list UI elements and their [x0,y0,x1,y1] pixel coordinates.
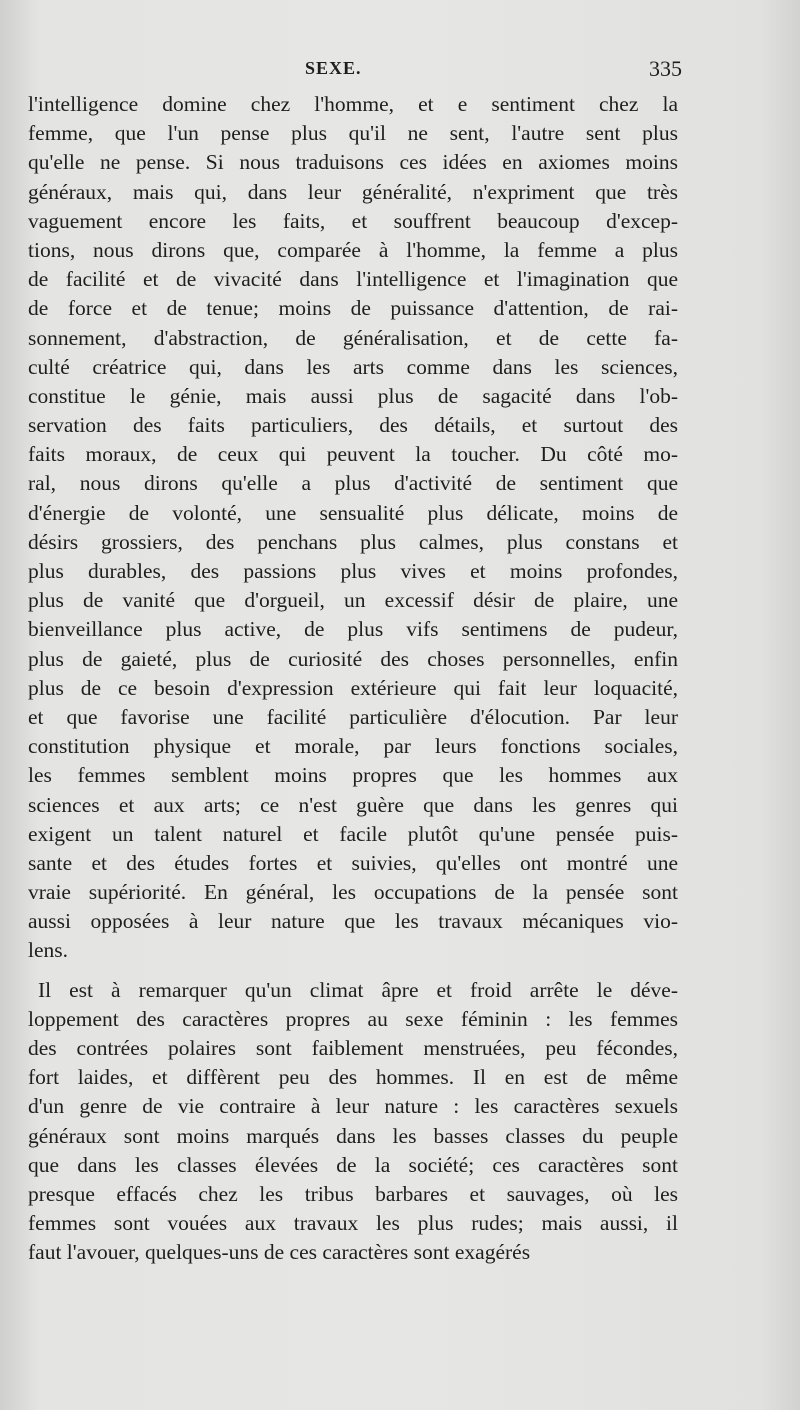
text-line: sante et des études fortes et suivies, qu'elles ont montré une [28,850,678,875]
text-line: désirs grossiers, des penchans plus calmes, plus constans et [28,529,678,554]
page-header [0,58,800,88]
text-line: plus durables, des passions plus vives et moins profondes, [28,559,678,583]
text-line: presque effacés chez les tribus barbares et sauvages, où les [28,1181,678,1206]
text-line: plus de vanité que d'orgueil, un excessif désir de plaire, une [28,588,678,613]
text-line: Il est à remarquer qu'un climat âpre et froid arrête le déve- [38,977,678,1002]
text-line: constitue le génie, mais aussi plus de sagacité dans l'ob- [28,383,678,408]
text-line: servation des faits particuliers, des détails, et surtout des [28,413,678,438]
text-line: qu'elle ne pense. Si nous traduisons ces idées en axiomes moins [28,150,678,175]
text-line: de facilité et de vivacité dans l'intelligence et l'imagination que [28,267,678,292]
text-line: faits moraux, de ceux qui peuvent la toucher. Du côté mo- [28,442,678,467]
text-line: tions, nous dirons que, comparée à l'homme, la femme a plus [28,237,678,262]
text-line: aussi opposées à leur nature que les travaux mécaniques vio- [28,909,678,934]
text-line: exigent un talent naturel et facile plutôt qu'une pensée puis- [28,821,678,846]
text-line: vaguement encore les faits, et souffrent beaucoup d'excep- [28,208,678,233]
paragraph [28,90,678,966]
text-line: d'un genre de vie contraire à leur nature : les caractères sexuels [28,1094,678,1119]
text-line: l'intelligence domine chez l'homme, et e sentiment chez la [28,92,678,116]
text-line: plus de gaieté, plus de curiosité des choses personnelles, enfin [28,646,678,671]
page-number: 335 [649,56,682,81]
text-line: les femmes semblent moins propres que les hommes aux [28,763,678,788]
text-line: plus de ce besoin d'expression extérieure qui fait leur loquacité, [28,675,678,700]
running-head: SEXE. [305,58,362,78]
text-line: ral, nous dirons qu'elle a plus d'activité de sentiment que [28,471,678,496]
text-line: culté créatrice qui, dans les arts comme dans les sciences, [28,354,678,379]
text-line: femme, que l'un pense plus qu'il ne sent, l'autre sent plus [28,121,678,146]
text-line: constitution physique et morale, par leurs fonctions sociales, [28,734,678,759]
text-line: généraux, mais qui, dans leur généralité, n'expriment que très [28,179,678,204]
paragraph [28,976,678,1268]
text-line: bienveillance plus active, de plus vifs sentimens de pudeur, [28,617,678,642]
text-line: généraux sont moins marqués dans les basses classes du peuple [28,1123,678,1148]
text-line: et que favorise une facilité particulière d'élocution. Par leur [28,704,678,729]
text-line: que dans les classes élevées de la société; ces caractères sont [28,1152,678,1177]
text-line: sciences et aux arts; ce n'est guère que dans les genres qui [28,792,678,817]
body-text [28,90,678,1268]
text-line: loppement des caractères propres au sexe féminin : les femmes [28,1006,678,1031]
text-line: fort laides, et diffèrent peu des hommes. Il en est de même [28,1065,678,1090]
text-line: lens. [28,938,69,963]
text-line: sonnement, d'abstraction, de généralisation, et de cette fa- [28,325,678,350]
text-line: d'énergie de volonté, une sensualité plus délicate, moins de [28,500,678,525]
text-line: des contrées polaires sont faiblement menstruées, peu fécondes, [28,1036,678,1060]
text-line: faut l'avouer, quelques-uns de ces caractères sont exagérés [28,1240,531,1265]
text-line: femmes sont vouées aux travaux les plus rudes; mais aussi, il [28,1211,678,1236]
paragraph-gap [28,966,678,976]
text-line: vraie supériorité. En général, les occupations de la pensée sont [28,880,678,905]
text-line: de force et de tenue; moins de puissance d'attention, de rai- [28,296,678,321]
